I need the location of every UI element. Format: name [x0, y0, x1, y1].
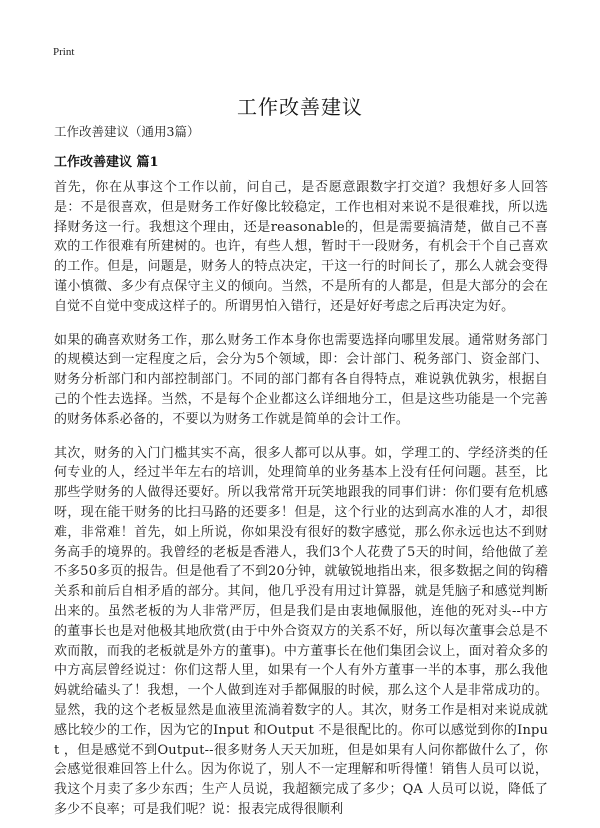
- paragraph-1: 首先，你在从事这个工作以前，问自己，是否愿意跟数字打交道？我想好多人回答是：不是很喜欢，但是财务工作好像比较稳定，工作也相对来说不是很难找，所以选择财务这一行。我想这个理由，还是reasonable的，但是需要搞清楚，做自己不喜欢的工作很难有所建树的。也许，有些人想，暂时干一段财务，有机会干个自己喜欢的工作。但是，问题是，财务人的特点决定，干这一行的时间长了，那么人就会变得谨小慎微、多少有点保守主义的倾向。当然，不是所有的人都是，但是大部分的会在自觉不自觉中变成这样子的。所谓男怕入错行，还是好好考虑之后再决定为好。: [54, 180, 548, 314]
- paragraph-3: 其次，财务的入门门槛其实不高，很多人都可以从事。如，学理工的、学经济类的任何专业的人，经过半年左右的培训，处理简单的业务基本上没有任何问题。甚至，比那些学财务的人做得还要好。所以我常常开玩笑地跟我的同事们讲：你们要有危机感呀，现在能干财务的比扫马路的还要多！但是，这个行业的达到高水准的人才，却很难，非常难！首先，如上所说，你如果没有很好的数字感觉，那么你永远也达不到财务高手的境界的。我曾经的老板是香港人，我们3个人花费了5天的时间，给他做了差不多50多页的报告。但是他看了不到20分钟，就敏锐地指出来，很多数据之间的钩稽关系和前后自相矛盾的部分。其间，他几乎没有用过计算器，就是凭脑子和感觉判断出来的。虽然老板的为人非常严厉，但是我们是由衷地佩服他，连他的死对头--中方的董事长也是对他极其地欣赏(由于中外合资双方的关系不好，所以每次董事会总是不欢而散，而我的老板就是外方的董事)。中方董事长在他们集团会议上，面对着众多的中方高层曾经说过：你们这帮人里，如果有一个人有外方董事一半的本事，那么我他妈就给磕头了！我想，一个人做到连对手都佩服的时候，那么这个人是非常成功的。显然，我的这个老板显然是血液里流淌着数字的人。其次，财务工作是相对来说成就感比较少的工作，因为它的Input 和Output 不是很配比的。你可以感觉到你的Input ，但是感觉不到Output--很多财务人天天加班，但是如果有人问你都做什么了，你会感觉很难回答上什么。因为你说了，别人不一定理解和听得懂！销售人员可以说，我这个月卖了多少东西；生产人员说，我超额完成了多少；QA 人员可以说，降低了多少不良率；可是我们呢？说：报表完成得很顺利: [54, 445, 548, 817]
- document-title: 工作改善建议: [237, 95, 363, 120]
- paragraph-2: 如果的确喜欢财务工作，那么财务工作本身你也需要选择向哪里发展。通常财务部门的规模达到一定程度之后，会分为5个领域，即：会计部门、税务部门、资金部门、财务分析部门和内部控制部门。不同的部门都有各自得特点，难说孰优孰劣，根据自己的个性去选择。当然，不是每个企业都这么详细地分工，但是这些功能是一个完善的财务体系必备的，不要以为财务工作就是简单的会计工作。: [54, 332, 548, 427]
- document-subtitle: 工作改善建议（通用3篇）: [54, 124, 200, 139]
- print-label: Print: [53, 46, 75, 58]
- section-heading: 工作改善建议 篇1: [54, 155, 159, 170]
- document-body: [54, 178, 548, 828]
